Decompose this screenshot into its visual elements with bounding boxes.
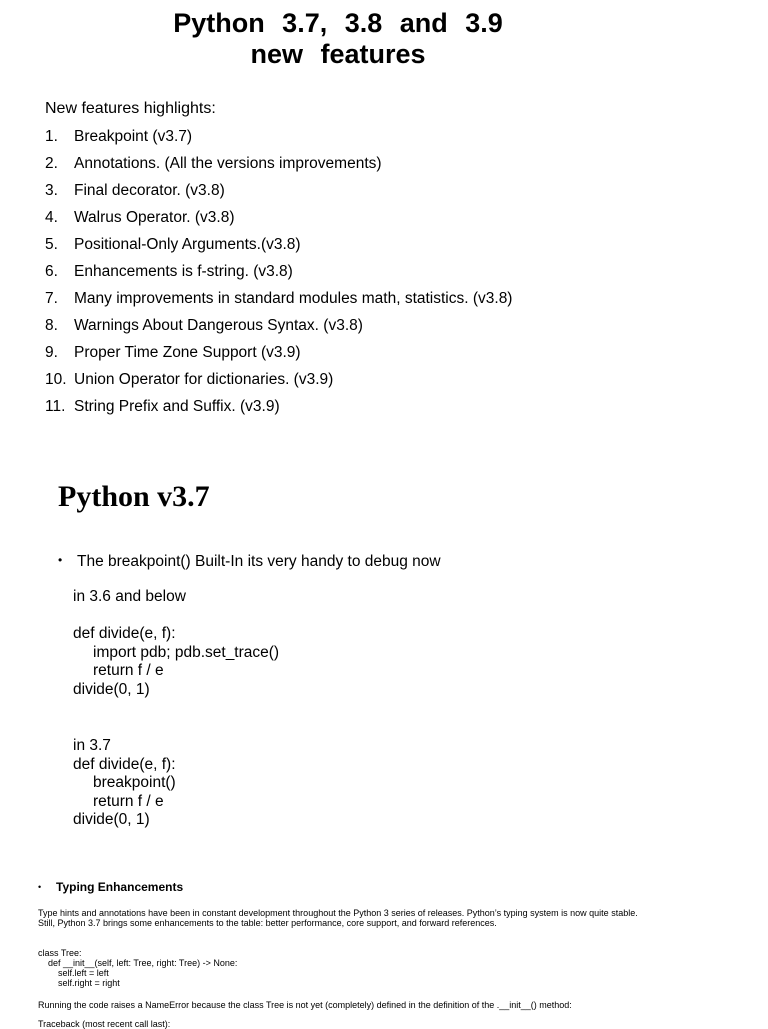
- feature-item: [45, 287, 512, 314]
- code-line: def divide(e, f):: [73, 755, 176, 773]
- feature-number: 11.: [45, 398, 66, 415]
- feature-number: 3.: [45, 182, 58, 199]
- breakpoint-bullet-text: The breakpoint() Built-In its very handy to debug now: [77, 553, 441, 570]
- feature-text: String Prefix and Suffix. (v3.9): [74, 398, 280, 415]
- feature-text: Final decorator. (v3.8): [74, 182, 225, 199]
- feature-item: [45, 152, 512, 179]
- feature-item: [45, 395, 512, 422]
- feature-text: Warnings About Dangerous Syntax. (v3.8): [74, 317, 363, 334]
- feature-number: 5.: [45, 236, 58, 253]
- code-line: class Tree:: [38, 948, 82, 958]
- code-line: return f / e: [93, 662, 164, 679]
- feature-item: [45, 206, 512, 233]
- feature-number: 10.: [45, 371, 67, 388]
- code-line: import pdb; pdb.set_trace(): [93, 643, 280, 661]
- feature-text: Proper Time Zone Support (v3.9): [74, 344, 301, 361]
- typing-enhancements-heading: Typing Enhancements: [56, 880, 184, 894]
- feature-text: Enhancements is f-string. (v3.8): [74, 263, 293, 280]
- feature-number: 9.: [45, 344, 58, 361]
- bullet-dot: •: [38, 882, 42, 892]
- breakpoint-bullet: [58, 549, 441, 573]
- feature-item: [45, 125, 512, 152]
- feature-number: 2.: [45, 155, 58, 172]
- feature-item: [45, 179, 512, 206]
- feature-item: [45, 314, 512, 341]
- feature-text: Breakpoint (v3.7): [74, 128, 193, 145]
- page-title-line-2: new features: [250, 39, 426, 69]
- after-label: in 3.7: [73, 737, 111, 754]
- bullet-dot: •: [58, 553, 63, 567]
- feature-item: [45, 368, 512, 395]
- feature-item: [45, 260, 512, 287]
- code-before-block: [73, 588, 279, 699]
- feature-text: Union Operator for dictionaries. (v3.9): [74, 371, 334, 388]
- feature-text: Walrus Operator. (v3.8): [74, 209, 235, 226]
- paragraph-line: Still, Python 3.7 brings some enhancements to the table: better performance, core support, and forward references.: [38, 918, 497, 928]
- feature-number: 8.: [45, 317, 58, 334]
- features-list: [45, 125, 512, 422]
- page-title-line-1: Python 3.7, 3.8 and 3.9: [173, 8, 503, 38]
- code-line: self.left = left: [58, 968, 109, 978]
- feature-number: 1.: [45, 128, 58, 145]
- typing-paragraph: [38, 908, 638, 928]
- code-after-block: [73, 737, 176, 830]
- before-label: in 3.6 and below: [73, 588, 186, 605]
- code-line: divide(0, 1): [73, 680, 150, 698]
- code-line: def __init__(self, left: Tree, right: Tree) -> None:: [48, 958, 238, 968]
- feature-number: 4.: [45, 209, 58, 226]
- code-line: self.right = right: [58, 978, 120, 988]
- feature-text: Many improvements in standard modules math, statistics. (v3.8): [74, 290, 513, 307]
- name-error-note: Running the code raises a NameError because the class Tree is not yet (completely) defined in the definition of the .__init__() method:: [38, 1000, 572, 1010]
- feature-text: Annotations. (All the versions improvements): [74, 155, 382, 172]
- feature-item: [45, 233, 512, 260]
- tree-code-block: [38, 948, 237, 988]
- feature-text: Positional-Only Arguments.(v3.8): [74, 236, 301, 253]
- code-line: divide(0, 1): [73, 811, 150, 828]
- traceback-line: Traceback (most recent call last):: [38, 1019, 171, 1029]
- section-heading-python-37: Python v3.7: [58, 480, 210, 513]
- page-title: [0, 8, 676, 70]
- typing-enhancements-bullet: [38, 879, 183, 895]
- code-line: breakpoint(): [93, 774, 176, 791]
- code-line: return f / e: [93, 792, 164, 810]
- feature-number: 7.: [45, 290, 58, 307]
- feature-number: 6.: [45, 263, 58, 280]
- code-line: def divide(e, f):: [73, 625, 176, 642]
- features-intro: New features highlights:: [45, 100, 216, 117]
- feature-item: [45, 341, 512, 368]
- paragraph-line: Type hints and annotations have been in constant development throughout the Python 3 series of releases. Python’s typing system is now quite stable.: [38, 908, 638, 918]
